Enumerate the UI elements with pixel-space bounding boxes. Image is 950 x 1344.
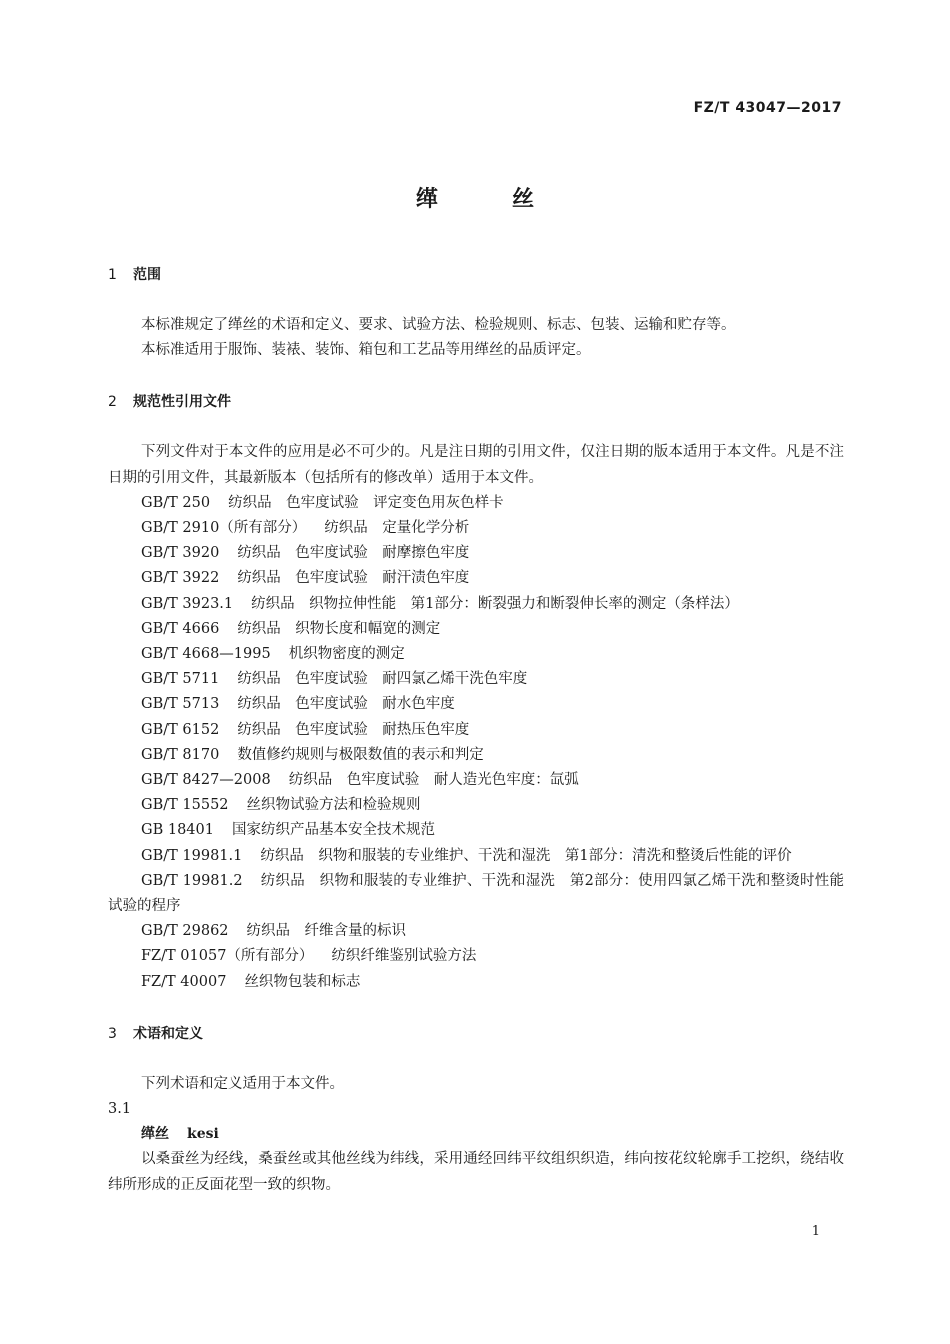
reference-code: GB/T 29862 <box>141 923 229 940</box>
reference-item <box>108 869 844 919</box>
reference-item <box>108 844 844 869</box>
reference-title: 纺织品 织物拉伸性能 第1部分：断裂强力和断裂伸长率的测定（条样法） <box>251 595 739 612</box>
section-number: 3 <box>108 1025 117 1042</box>
reference-item <box>108 541 844 566</box>
paragraph: 下列术语和定义适用于本文件。 <box>141 1075 344 1092</box>
paragraph: 下列文件对于本文件的应用是必不可少的。凡是注日期的引用文件，仅注日期的版本适用于本文件。凡是不注日期的引用文件，其最新版本（包括所有的修改单）适用于本文件。 <box>108 444 844 486</box>
document-body <box>108 263 844 1198</box>
section-heading-normative-references <box>108 390 844 414</box>
reference-code: GB/T 250 <box>141 494 211 511</box>
reference-item <box>108 617 844 642</box>
section-number: 2 <box>108 394 117 411</box>
reference-title: 丝织物试验方法和检验规则 <box>246 797 421 814</box>
reference-item <box>108 566 844 591</box>
reference-title: 纺织品 色牢度试验 耐人造光色牢度：氙弧 <box>288 772 579 789</box>
section-heading-scope <box>108 263 844 287</box>
reference-code: GB/T 3923.1 <box>141 595 234 612</box>
reference-item <box>108 743 844 768</box>
reference-code: GB 18401 <box>141 822 214 839</box>
reference-title: 纺织品 色牢度试验 耐汗渍色牢度 <box>237 570 470 587</box>
reference-code: GB/T 19981.2 <box>141 872 243 889</box>
reference-item <box>108 718 844 743</box>
section-heading-terms-definitions <box>108 1022 844 1046</box>
reference-title: 国家纺织产品基本安全技术规范 <box>231 822 435 839</box>
reference-title: 纺织品 纤维含量的标识 <box>246 923 407 940</box>
reference-code: GB/T 3920 <box>141 545 220 562</box>
reference-item <box>108 692 844 717</box>
term-entry <box>108 1122 844 1147</box>
reference-code: GB/T 6152 <box>141 721 220 738</box>
reference-code: GB/T 4666 <box>141 620 220 637</box>
reference-item <box>108 818 844 843</box>
reference-code: GB/T 8427—2008 <box>141 772 271 789</box>
term-definition: 以桑蚕丝为经线，桑蚕丝或其他丝线为纬线，采用通经回纬平纹组织织造，纬向按花纹轮廓手工挖织，绕结收纬所形成的正反面花型一致的织物。 <box>108 1151 844 1193</box>
reference-code: FZ/T 01057（所有部分） <box>141 948 314 965</box>
reference-title: 丝织物包装和标志 <box>244 973 361 990</box>
reference-item <box>108 516 844 541</box>
reference-title: 纺织纤维鉴别试验方法 <box>331 948 477 965</box>
reference-code: GB/T 3922 <box>141 570 220 587</box>
reference-title: 纺织品 色牢度试验 耐热压色牢度 <box>237 721 470 738</box>
reference-code: GB/T 15552 <box>141 797 229 814</box>
reference-title: 纺织品 色牢度试验 评定变色用灰色样卡 <box>228 494 504 511</box>
page-number: 1 <box>811 1224 820 1239</box>
document-title: 缂丝 <box>415 187 608 212</box>
reference-list <box>108 491 844 995</box>
reference-item <box>108 768 844 793</box>
reference-code: FZ/T 40007 <box>141 973 227 990</box>
reference-title: 纺织品 织物和服装的专业维护、干洗和湿洗 第1部分：清洗和整烫后性能的评价 <box>260 847 792 864</box>
reference-title: 机织物密度的测定 <box>288 646 405 662</box>
reference-item <box>108 919 844 944</box>
reference-item <box>108 592 844 617</box>
reference-code: GB/T 5711 <box>141 671 220 688</box>
reference-item <box>108 667 844 692</box>
reference-code: GB/T 5713 <box>141 696 220 713</box>
section-number: 1 <box>108 267 117 283</box>
section-title: 术语和定义 <box>133 1025 203 1042</box>
term-number: 3.1 <box>108 1101 132 1118</box>
reference-item <box>108 793 844 818</box>
reference-title: 纺织品 织物和服装的专业维护、干洗和湿洗 第2部分：使用四氯乙烯干洗和整烫时性能试验的程序 <box>108 872 844 915</box>
paragraph: 本标准适用于服饰、装裱、装饰、箱包和工艺品等用缂丝的品质评定。 <box>141 342 591 359</box>
standard-code: FZ/T 43047—2017 <box>693 100 842 116</box>
reference-title: 数值修约规则与极限数值的表示和判定 <box>237 746 484 763</box>
section-title: 规范性引用文件 <box>133 394 231 411</box>
term-chinese: 缂丝 <box>141 1126 169 1143</box>
reference-item <box>108 642 844 667</box>
reference-code: GB/T 19981.1 <box>141 847 243 864</box>
section-title: 范围 <box>133 267 161 283</box>
reference-code: GB/T 2910（所有部分） <box>141 519 307 536</box>
reference-item <box>108 944 844 969</box>
paragraph: 本标准规定了缂丝的术语和定义、要求、试验方法、检验规则、标志、包装、运输和贮存等。 <box>141 317 736 333</box>
reference-title: 纺织品 色牢度试验 耐四氯乙烯干洗色牢度 <box>237 671 528 688</box>
reference-title: 纺织品 织物长度和幅宽的测定 <box>237 620 441 637</box>
reference-item <box>108 970 844 995</box>
reference-item <box>108 491 844 516</box>
reference-title: 纺织品 色牢度试验 耐水色牢度 <box>237 696 455 713</box>
reference-code: GB/T 4668—1995 <box>141 646 271 662</box>
reference-title: 纺织品 色牢度试验 耐摩擦色牢度 <box>237 545 470 562</box>
term-english: kesi <box>187 1126 219 1143</box>
reference-title: 纺织品 定量化学分析 <box>324 519 470 536</box>
reference-code: GB/T 8170 <box>141 746 220 763</box>
